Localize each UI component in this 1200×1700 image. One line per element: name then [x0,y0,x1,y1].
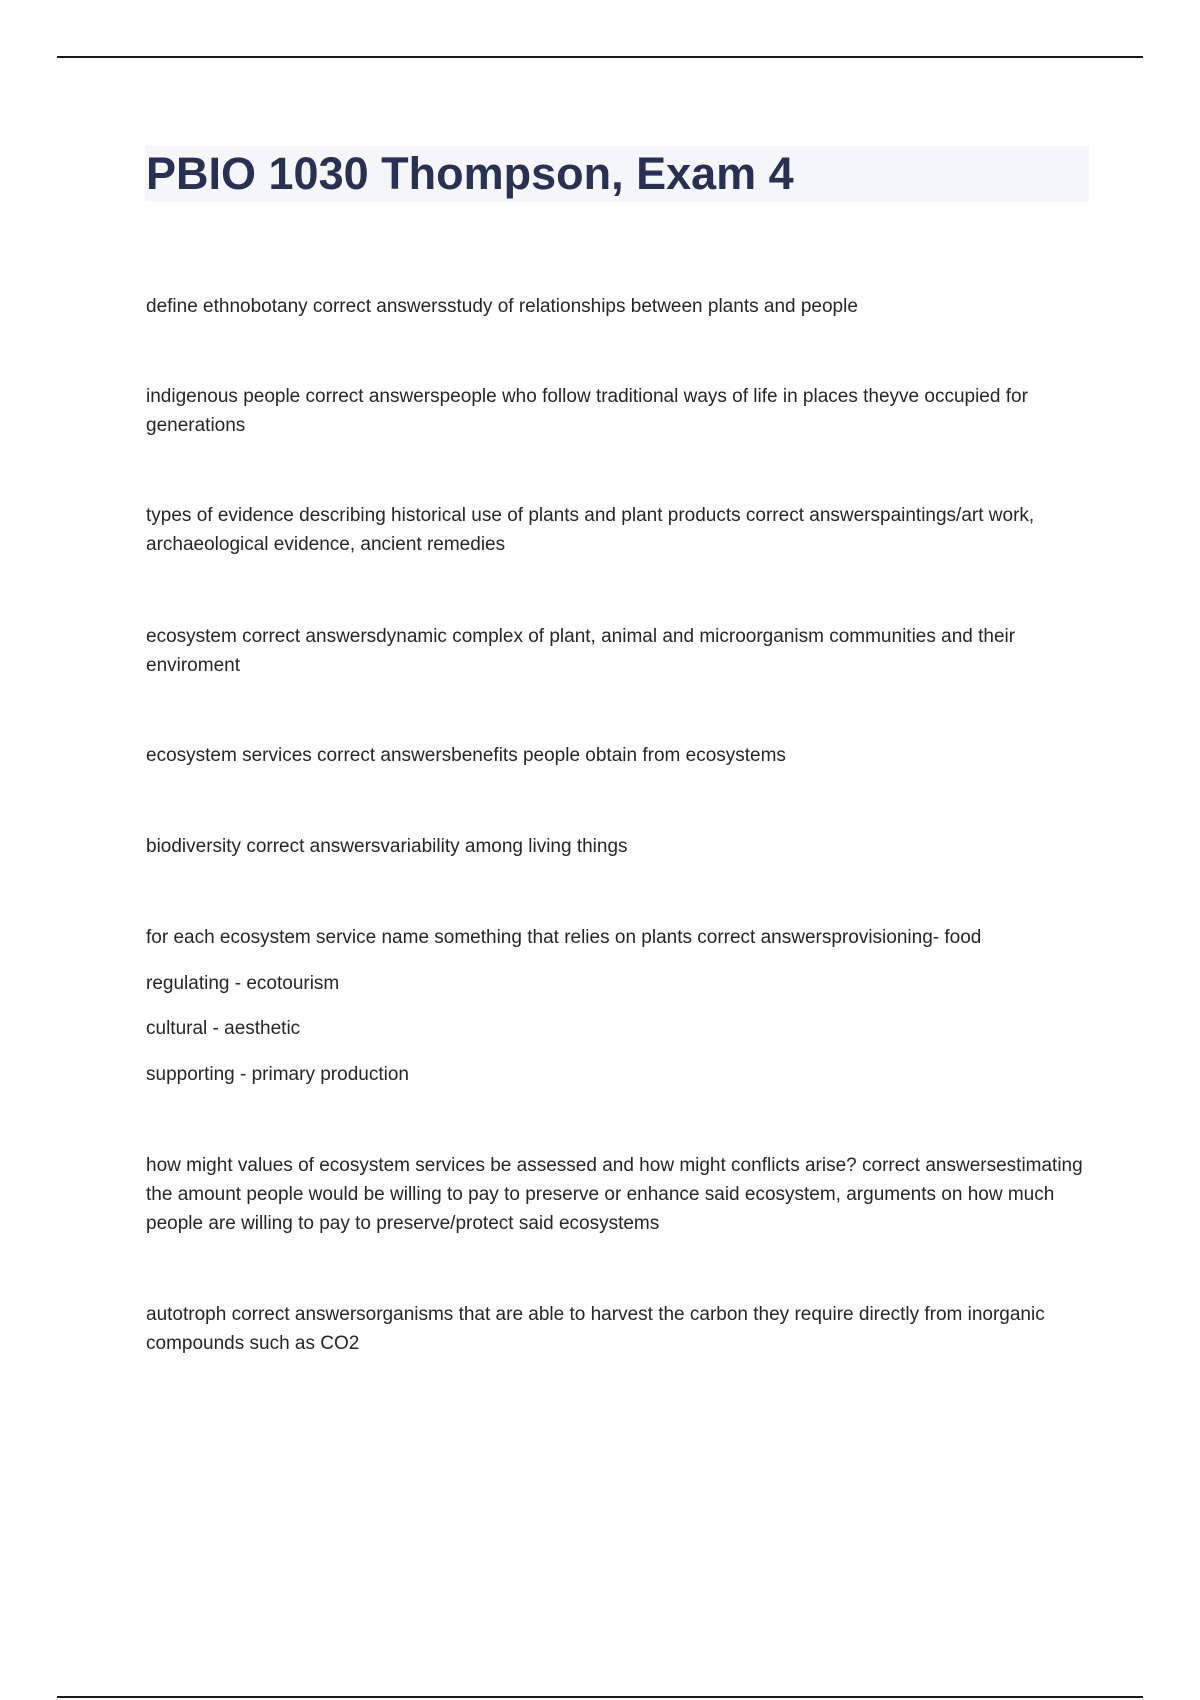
bottom-rule [57,1696,1143,1698]
top-rule [57,56,1143,58]
document-title: PBIO 1030 Thompson, Exam 4 [146,148,794,199]
qa-item-ethnobotany: define ethnobotany correct answersstudy of relationships between plants and people [146,296,858,317]
qa-item-ecosystem-services: ecosystem services correct answersbenefits people obtain from ecosystems [146,745,786,766]
qa-item-autotroph: autotroph correct answersorganisms that are able to harvest the carbon they require directly from inorganic compounds such as CO2 [146,1304,1045,1354]
qa-line-regulating: regulating - ecotourism [146,973,340,994]
qa-item-historical-evidence: types of evidence describing historical use of plants and plant products correct answerspaintings/art work, archaeological evidence, ancient remedies [146,505,1035,555]
qa-item-service-examples: for each ecosystem service name something that relies on plants correct answersprovisioning- food [146,927,982,948]
qa-item-ecosystem: ecosystem correct answersdynamic complex of plant, animal and microorganism communities and their enviroment [146,626,1016,676]
qa-line-supporting: supporting - primary production [146,1064,409,1085]
qa-line-cultural: cultural - aesthetic [146,1018,301,1039]
qa-item-valuation-conflicts: how might values of ecosystem services be assessed and how might conflicts arise? correct answersestimating the amount people would be willing to pay to preserve or enhance said ecosystem, arguments on how much people are willing to pay to preserve/protect said ecosystems [146,1155,1083,1234]
qa-item-biodiversity: biodiversity correct answersvariability among living things [146,836,628,857]
qa-item-indigenous-people: indigenous people correct answerspeople who follow traditional ways of life in places theyve occupied for generations [146,386,1028,436]
